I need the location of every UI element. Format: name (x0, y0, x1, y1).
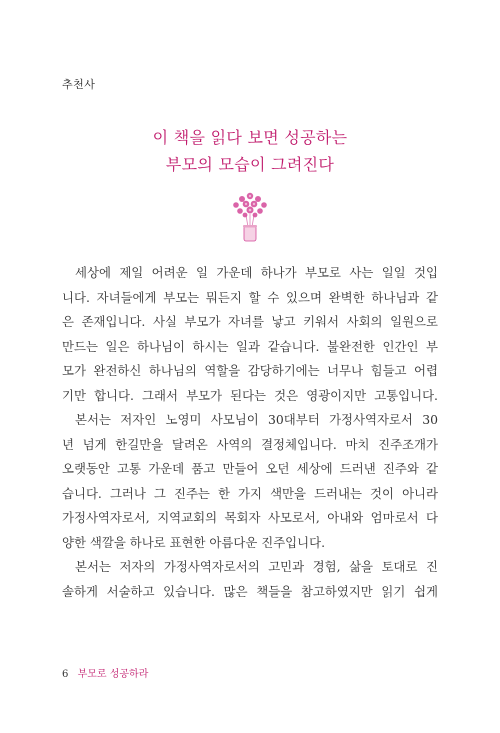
body-line: 양한 색깔을 하나로 표현한 아름다운 진주입니다. (62, 534, 326, 550)
page-title-line-2: 부모의 모습이 그려진다 (165, 155, 335, 174)
body-line: 모가 완전하신 하나님의 역할을 감당하기에는 너무나 힘들고 어렵 (62, 363, 438, 378)
body-line: 습니다. 그러나 그 진주는 한 가지 색만을 드러내는 것이 아니라 (62, 485, 438, 501)
body-line: 년 넘게 한길만을 달려온 사역의 결정체입니다. 마치 진주조개가 (62, 436, 438, 452)
body-line: 은 존재입니다. 사실 부모가 자녀를 낳고 키워서 사회의 일원으로 (62, 314, 438, 329)
body-line: 본서는 저자의 가정사역자로서의 고민과 경험, 삶을 토대로 진 (75, 559, 438, 574)
body-line: 솔하게 서술하고 있습니다. 많은 책들을 참고하였지만 읽기 쉽게 (62, 583, 438, 599)
page-title-line-1: 이 책을 읽다 보면 성공하는 (152, 128, 348, 147)
body-line: 기만 합니다. 그래서 부모가 된다는 것은 영광이지만 고통입니다. (62, 387, 438, 403)
page-footer (62, 665, 148, 680)
body-line: 니다. 자녀들에게 부모는 뭐든지 할 수 있으며 완벽한 하나님과 같 (62, 289, 438, 305)
body-line: 오랫동안 고통 가운데 품고 만들어 오던 세상에 드러낸 진주와 같 (62, 461, 438, 476)
flower-vase-icon (226, 190, 274, 244)
body-line: 세상에 제일 어려운 일 가운데 하나가 부모로 사는 일일 것입 (75, 265, 438, 280)
section-label: 추천사 (62, 78, 96, 91)
page-number: 6 (62, 669, 69, 680)
body-text (62, 261, 438, 604)
body-line: 만드는 일은 하나님이 하시는 일과 같습니다. 불완전한 인간인 부 (62, 338, 438, 354)
body-line: 가정사역자로서, 지역교회의 목회자 사모로서, 아내와 엄마로서 다 (62, 510, 438, 525)
body-line: 본서는 저자인 노영미 사모님이 30대부터 가정사역자로서 30 (75, 412, 438, 427)
running-book-title: 부모로 성공하라 (77, 669, 149, 680)
